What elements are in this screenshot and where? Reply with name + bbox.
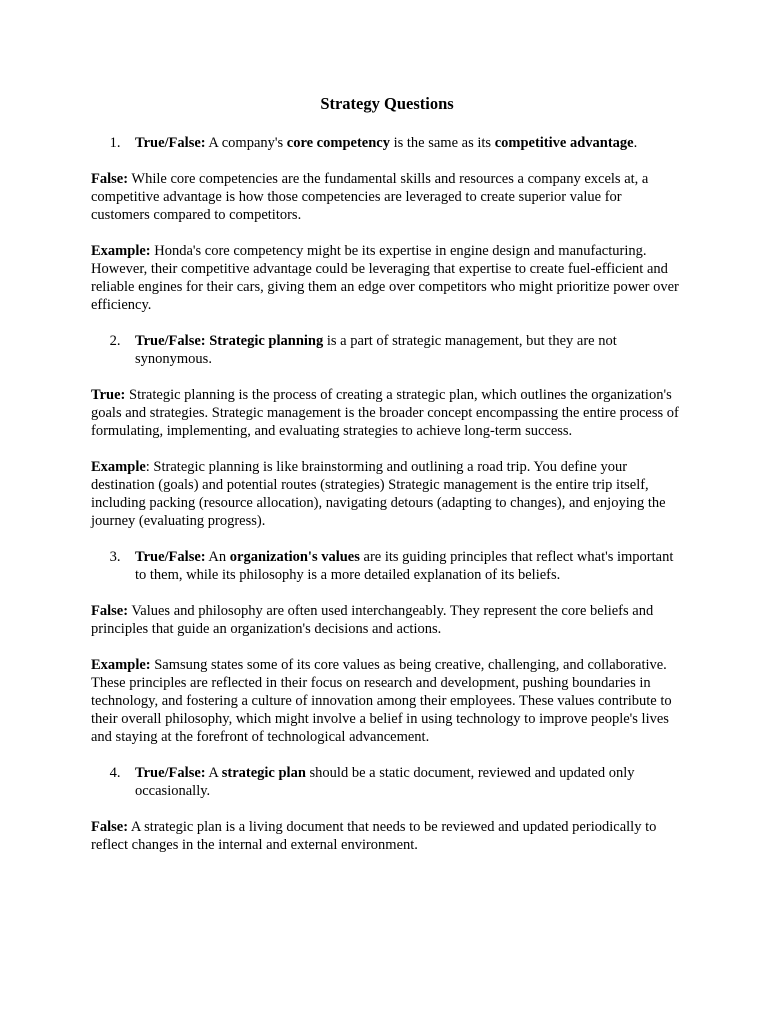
question-lead: True/False: [135, 135, 206, 151]
question-number: 2. [109, 333, 121, 349]
answer-text: While core competencies are the fundamental skills and resources a company excels at, a competitive advantage is how those competencies are leveraged to create superior value for customers compared to competitors. [91, 171, 649, 223]
question-number: 4. [109, 765, 121, 781]
example-paragraph [91, 458, 683, 530]
question-text-part: are its guiding principles that reflect what's important to them, while its philosophy is a more detailed explanation of its beliefs. [135, 549, 674, 583]
question-text-part: should be a static document, reviewed and updated only occasionally. [135, 765, 635, 799]
question-text [135, 764, 683, 800]
example-paragraph [91, 656, 683, 746]
question-lead: True/False: [135, 765, 206, 781]
question-text-part: An [205, 549, 230, 565]
document-content [91, 94, 683, 872]
answer-paragraph [91, 386, 683, 440]
question-number: 1. [109, 135, 121, 151]
question-term: competitive advantage [494, 135, 634, 151]
answer-paragraph [91, 818, 683, 854]
question-term: strategic plan [221, 765, 306, 781]
example-label: Example: [91, 657, 151, 673]
example-label: Example: [91, 243, 151, 259]
question-item [91, 332, 683, 368]
answer-text: Values and philosophy are often used interchangeably. They represent the core beliefs and principles that guide an organization's decisions and actions. [91, 603, 654, 637]
answer-label: False: [91, 819, 129, 835]
question-lead: True/False: [135, 549, 206, 565]
question-text-part: is a part of strategic management, but they are not synonymous. [135, 333, 617, 367]
question-text [135, 332, 683, 368]
question-text-part: A [205, 765, 222, 781]
answer-label: False: [91, 603, 129, 619]
example-label: Example [91, 459, 146, 475]
example-text: Honda's core competency might be its expertise in engine design and manufacturing. However, their competitive advantage could be leveraging that expertise to create fuel-efficient and reliable engines for their cars, giving them an edge over competitors who might prioritize power over efficiency. [91, 243, 679, 313]
answer-paragraph [91, 602, 683, 638]
answer-paragraph [91, 170, 683, 224]
question-term: Strategic planning [209, 333, 324, 349]
question-text-part: is the same as its [389, 135, 495, 151]
question-item [91, 134, 683, 152]
answer-label: False: [91, 171, 129, 187]
answer-text: Strategic planning is the process of creating a strategic plan, which outlines the organization's goals and strategies. Strategic management is the broader concept encompassing the entire process of formulating, implementing, and evaluating strategies to achieve long-term success. [91, 387, 679, 439]
page-title: Strategy Questions [320, 94, 454, 113]
question-number: 3. [109, 549, 121, 565]
question-item [91, 548, 683, 584]
question-text-part: . [633, 135, 638, 151]
answer-label: True: [91, 387, 126, 403]
answer-text: A strategic plan is a living document that needs to be reviewed and updated periodically to reflect changes in the internal and external environment. [91, 819, 657, 853]
example-text: : Strategic planning is like brainstorming and outlining a road trip. You define your destination (goals) and potential routes (strategies) Strategic management is the entire trip itself, including packing (resource allocation), navigating detours (adapting to changes), and enjoying the journey (evaluating progress). [91, 459, 666, 529]
question-text-part: A company's [205, 135, 287, 151]
example-text: Samsung states some of its core values as being creative, challenging, and collaborative. These principles are reflected in their focus on research and development, pushing boundaries in technology, and fostering a culture of innovation among their employees. These values contribute to their overall philosophy, which might involve a belief in using technology to improve people's lives and staying at the forefront of technological advancement. [91, 657, 672, 745]
question-term: organization's values [229, 549, 360, 565]
question-text [135, 548, 683, 584]
question-text [135, 134, 683, 152]
question-item [91, 764, 683, 800]
question-lead: True/False: [135, 333, 206, 349]
example-paragraph [91, 242, 683, 314]
question-term: core competency [286, 135, 390, 151]
